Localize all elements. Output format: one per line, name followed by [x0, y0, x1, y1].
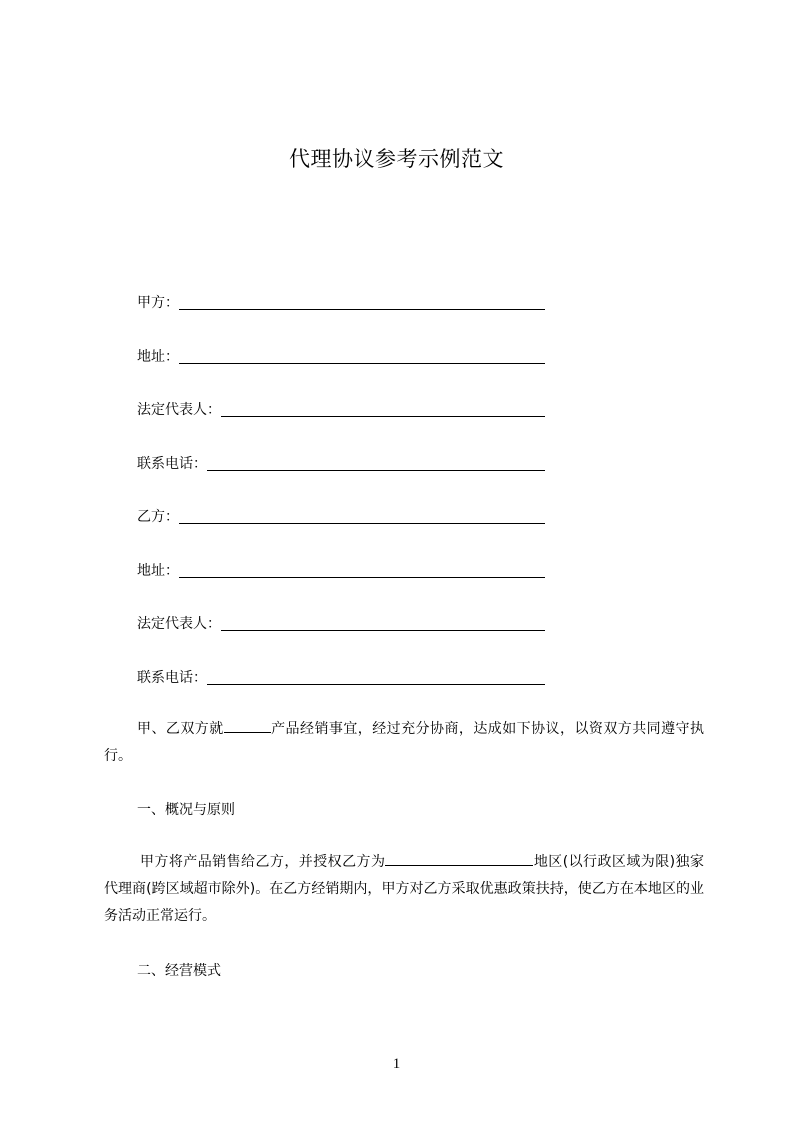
fill-in-line — [207, 454, 545, 471]
field-label: 甲方： — [137, 295, 179, 311]
party-b-field — [137, 504, 545, 526]
party-a-representative-field — [137, 397, 545, 419]
field-label: 乙方： — [137, 509, 179, 525]
field-label: 地址： — [137, 563, 179, 579]
field-label: 法定代表人： — [137, 402, 221, 418]
region-blank-line — [385, 851, 533, 866]
page-number: 1 — [392, 1056, 401, 1072]
party-b-phone-field — [137, 665, 545, 687]
intro-text-1: 甲、乙双方就 — [137, 721, 224, 737]
fill-in-line — [221, 400, 545, 417]
section-1-text-1: 甲方将产品销售给乙方，并授权乙方为 — [140, 854, 386, 870]
fill-in-line — [179, 507, 545, 524]
intro-paragraph — [104, 716, 704, 770]
party-b-address-field — [137, 558, 545, 580]
section-1-heading: 一、概况与原则 — [137, 802, 235, 818]
field-label: 地址： — [137, 349, 179, 365]
fill-in-line — [179, 561, 545, 578]
document-title: 代理协议参考示例范文 — [289, 147, 504, 171]
field-label: 联系电话： — [137, 456, 207, 472]
intro-text-2: 产品经销事宜，经过充分协商，达成如下协议，以资双方共同遵守执行。 — [104, 721, 705, 764]
section-1-paragraph — [104, 849, 704, 930]
field-label: 联系电话： — [137, 670, 207, 686]
fill-in-line — [179, 293, 545, 310]
fill-in-line — [207, 668, 545, 685]
product-blank-line — [224, 718, 271, 733]
section-2-heading: 二、经营模式 — [137, 963, 221, 979]
section-1-text-2: 地区(以行政区域为限)独家代理商(跨区域超市除外)。在乙方经销期内，甲方对乙方采取优惠政策扶持，使乙方在本地区的业务活动正常运行。 — [104, 854, 704, 924]
party-b-representative-field — [137, 611, 545, 633]
field-label: 法定代表人： — [137, 616, 221, 632]
fill-in-line — [179, 347, 545, 364]
party-a-field — [137, 290, 545, 312]
party-a-address-field — [137, 344, 545, 366]
party-a-phone-field — [137, 451, 545, 473]
fill-in-line — [221, 614, 545, 631]
